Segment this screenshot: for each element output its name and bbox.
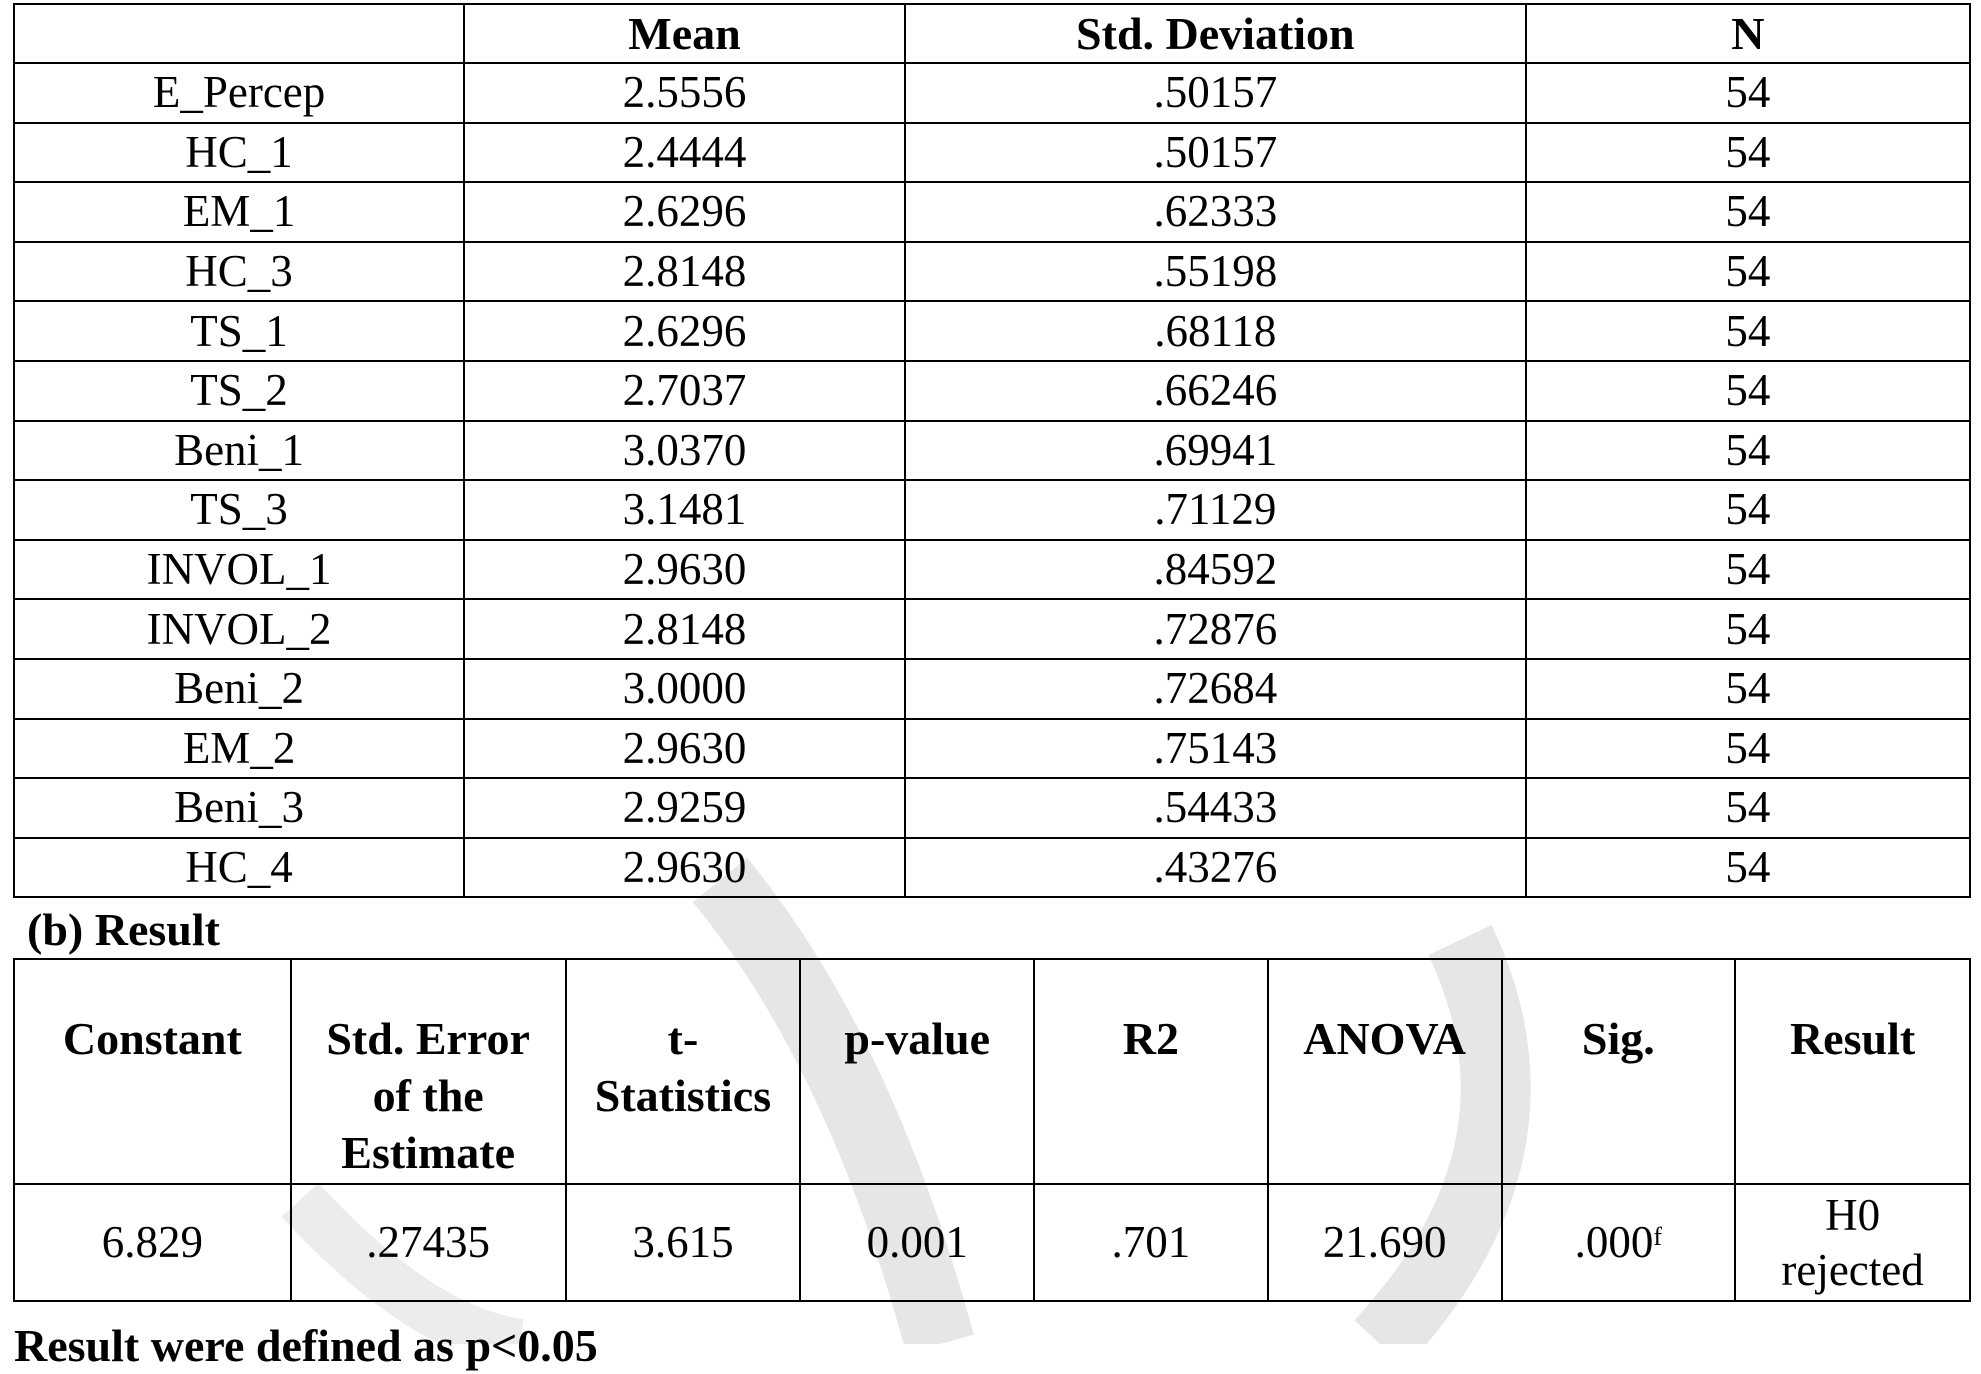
cell-std-deviation: .54433	[905, 778, 1526, 838]
cell-n: 54	[1526, 421, 1970, 481]
cell-n: 54	[1526, 838, 1970, 898]
cell-n: 54	[1526, 63, 1970, 123]
cell-n: 54	[1526, 361, 1970, 421]
cell-std-deviation: .55198	[905, 242, 1526, 302]
result-table	[13, 958, 1971, 1302]
value-std-error: .27435	[291, 1184, 566, 1301]
descriptive-statistics-table	[13, 3, 1971, 898]
cell-mean: 2.4444	[464, 123, 905, 183]
cell-mean: 3.0370	[464, 421, 905, 481]
cell-n: 54	[1526, 242, 1970, 302]
result-line1: H0	[1825, 1189, 1881, 1240]
table-row	[14, 182, 1970, 242]
header-variable	[14, 4, 464, 63]
sig-superscript: f	[1653, 1222, 1663, 1251]
cell-std-deviation: .71129	[905, 480, 1526, 540]
cell-std-deviation: .50157	[905, 123, 1526, 183]
table-row	[14, 63, 1970, 123]
cell-n: 54	[1526, 778, 1970, 838]
cell-std-deviation: .72684	[905, 659, 1526, 719]
table-row	[14, 123, 1970, 183]
table-row	[14, 659, 1970, 719]
cell-n: 54	[1526, 301, 1970, 361]
cell-variable: INVOL_1	[14, 540, 464, 600]
cell-n: 54	[1526, 123, 1970, 183]
cell-mean: 2.6296	[464, 301, 905, 361]
cell-std-deviation: .66246	[905, 361, 1526, 421]
cell-variable: TS_1	[14, 301, 464, 361]
table-row	[14, 421, 1970, 481]
cell-variable: Beni_3	[14, 778, 464, 838]
table-row	[14, 242, 1970, 302]
table-row	[14, 361, 1970, 421]
table-row	[14, 838, 1970, 898]
cell-mean: 2.8148	[464, 242, 905, 302]
cell-std-deviation: .50157	[905, 63, 1526, 123]
cell-mean: 2.9630	[464, 838, 905, 898]
value-constant: 6.829	[14, 1184, 291, 1301]
cell-std-deviation: .72876	[905, 599, 1526, 659]
cell-std-deviation: .84592	[905, 540, 1526, 600]
value-result	[1735, 1184, 1970, 1301]
cell-mean: 3.0000	[464, 659, 905, 719]
cell-mean: 2.8148	[464, 599, 905, 659]
header-t-statistics: t- Statistics	[566, 959, 801, 1184]
sig-value: .000	[1574, 1217, 1654, 1267]
result-header-row	[14, 959, 1970, 1184]
header-mean: Mean	[464, 4, 905, 63]
cell-variable: EM_2	[14, 719, 464, 779]
footnote: Result were defined as p<0.05	[14, 1320, 598, 1371]
value-r2: .701	[1034, 1184, 1268, 1301]
cell-n: 54	[1526, 659, 1970, 719]
table-header-row	[14, 4, 1970, 63]
cell-mean: 2.5556	[464, 63, 905, 123]
cell-mean: 2.9630	[464, 540, 905, 600]
cell-variable: Beni_1	[14, 421, 464, 481]
result-line2: rejected	[1781, 1244, 1924, 1295]
cell-std-deviation: .75143	[905, 719, 1526, 779]
cell-variable: TS_3	[14, 480, 464, 540]
cell-mean: 2.7037	[464, 361, 905, 421]
cell-std-deviation: .62333	[905, 182, 1526, 242]
cell-variable: TS_2	[14, 361, 464, 421]
header-r2: R2	[1034, 959, 1268, 1184]
cell-n: 54	[1526, 182, 1970, 242]
header-p-value: p-value	[800, 959, 1034, 1184]
table-row	[14, 599, 1970, 659]
cell-variable: HC_3	[14, 242, 464, 302]
table-row	[14, 778, 1970, 838]
header-n: N	[1526, 4, 1970, 63]
value-p-value: 0.001	[800, 1184, 1034, 1301]
cell-variable: INVOL_2	[14, 599, 464, 659]
table-row	[14, 540, 1970, 600]
cell-n: 54	[1526, 719, 1970, 779]
cell-std-deviation: .68118	[905, 301, 1526, 361]
header-anova: ANOVA	[1268, 959, 1502, 1184]
cell-mean: 3.1481	[464, 480, 905, 540]
cell-variable: EM_1	[14, 182, 464, 242]
header-std-error: Std. Error of the Estimate	[291, 959, 566, 1184]
cell-variable: E_Percep	[14, 63, 464, 123]
cell-n: 54	[1526, 540, 1970, 600]
table-row	[14, 480, 1970, 540]
header-constant: Constant	[14, 959, 291, 1184]
value-anova: 21.690	[1268, 1184, 1502, 1301]
cell-mean: 2.9630	[464, 719, 905, 779]
cell-variable: HC_1	[14, 123, 464, 183]
table-row	[14, 301, 1970, 361]
value-t-statistics: 3.615	[566, 1184, 801, 1301]
cell-std-deviation: .69941	[905, 421, 1526, 481]
header-std-deviation: Std. Deviation	[905, 4, 1526, 63]
cell-mean: 2.6296	[464, 182, 905, 242]
cell-variable: Beni_2	[14, 659, 464, 719]
section-title: (b) Result	[27, 904, 220, 955]
header-sig: Sig.	[1502, 959, 1736, 1184]
cell-n: 54	[1526, 480, 1970, 540]
header-result: Result	[1735, 959, 1970, 1184]
cell-n: 54	[1526, 599, 1970, 659]
cell-mean: 2.9259	[464, 778, 905, 838]
cell-std-deviation: .43276	[905, 838, 1526, 898]
value-sig	[1502, 1184, 1736, 1301]
table-row	[14, 719, 1970, 779]
result-value-row	[14, 1184, 1970, 1301]
cell-variable: HC_4	[14, 838, 464, 898]
